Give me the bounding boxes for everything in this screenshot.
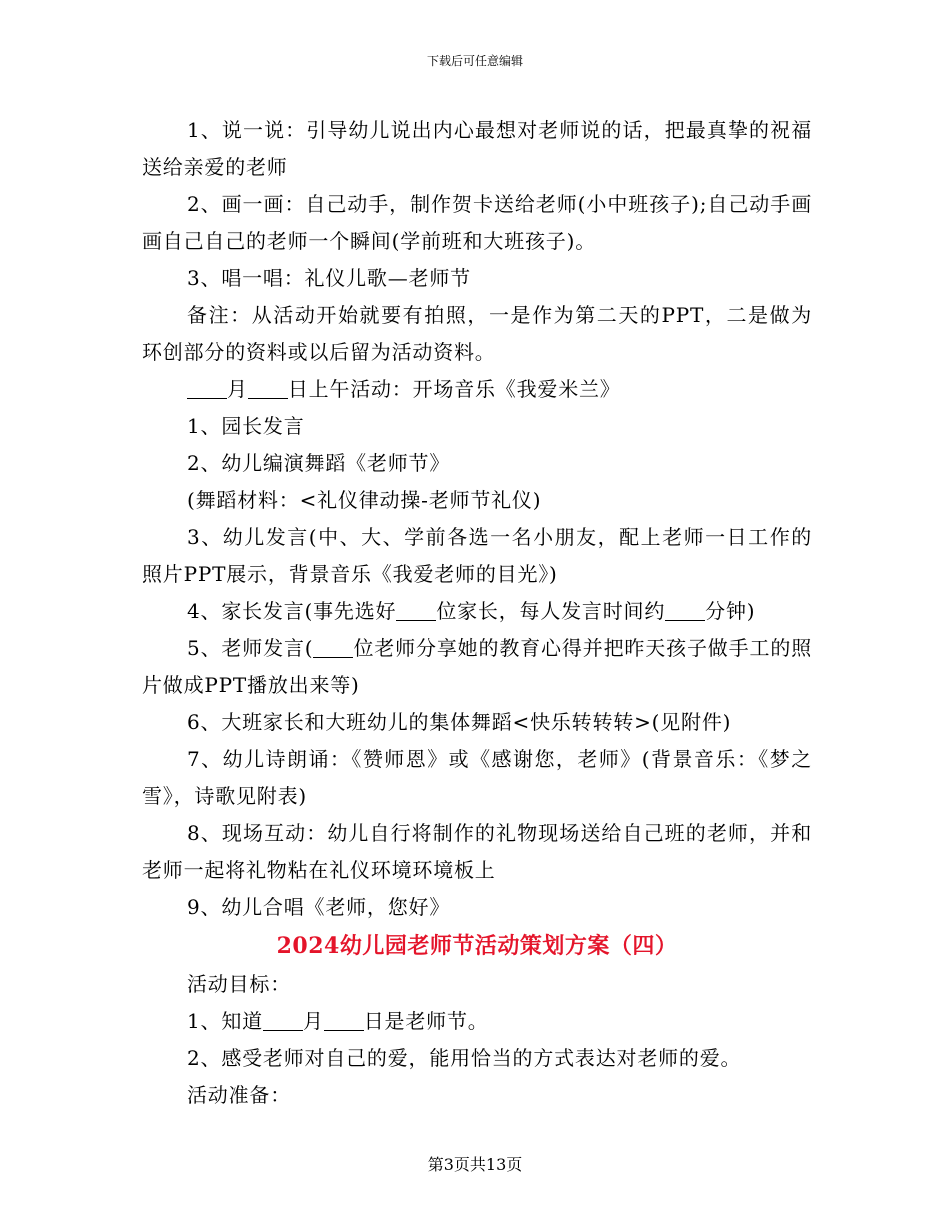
page-header: 下载后可任意编辑 — [426, 54, 523, 68]
item5-part2: 位老师分享她的教育心得并把昨天孩子做手工的照片做成PPT播放出来等) — [142, 636, 812, 697]
prep-heading: 活动准备： — [187, 1083, 291, 1107]
goal1-part2: 月 — [302, 1009, 324, 1033]
item4-part2: 位家长，每人发言时间约 — [436, 599, 666, 623]
schedule-month-label: 月 — [227, 377, 248, 401]
item-child-speech: 3、幼儿发言(中、大、学前各选一名小朋友，配上老师一日工作的照片PPT展示，背景音乐《我爱老师的目光》) — [142, 525, 812, 586]
goal1-part1: 1、知道 — [187, 1009, 263, 1033]
goal1-part3: 日是老师节。 — [363, 1009, 489, 1033]
item-parent-speech — [142, 593, 812, 630]
item-poem: 7、幼儿诗朗诵：《赞师恩》或《感谢您，老师》(背景音乐：《梦之雪》，诗歌见附表) — [142, 747, 812, 808]
item-group-dance: 6、大班家长和大班幼儿的集体舞蹈<快乐转转转>(见附件) — [187, 710, 732, 734]
item-principal-speech: 1、园长发言 — [187, 414, 305, 438]
paragraph-note: 备注：从活动开始就要有拍照，一是作为第二天的PPT，二是做为环创部分的资料或以后留为活动资料。 — [142, 303, 812, 364]
goal-2: 2、感受老师对自己的爱，能用恰当的方式表达对老师的爱。 — [187, 1046, 742, 1070]
schedule-day-label: 日上午活动：开场音乐《我爱米兰》 — [287, 377, 621, 401]
goal-1 — [142, 1003, 812, 1040]
blank-parent-count — [396, 602, 436, 621]
blank-minutes — [665, 602, 705, 621]
paragraph-say: 1、说一说：引导幼儿说出内心最想对老师说的话，把最真挚的祝福送给亲爱的老师 — [142, 118, 812, 179]
page-footer: 第3页共13页 — [427, 1155, 523, 1174]
item-dance-material: (舞蹈材料：<礼仪律动操-老师节礼仪) — [187, 488, 542, 512]
schedule-line — [142, 371, 812, 408]
item-interaction: 8、现场互动：幼儿自行将制作的礼物现场送给自己班的老师，并和老师一起将礼物粘在礼仪环境环境板上 — [142, 821, 812, 882]
item-chorus: 9、幼儿合唱《老师，您好》 — [187, 895, 451, 919]
blank-goal-month — [263, 1012, 303, 1031]
blank-teacher-count — [313, 639, 353, 658]
item-teacher-speech — [142, 630, 812, 704]
item5-part1: 5、老师发言( — [187, 636, 314, 660]
item4-part1: 4、家长发言(事先选好 — [187, 599, 397, 623]
document-body — [142, 112, 812, 1114]
goals-heading: 活动目标： — [187, 972, 291, 996]
blank-day — [248, 380, 288, 399]
item4-part3: 分钟) — [705, 599, 756, 623]
paragraph-sing: 3、唱一唱：礼仪儿歌—老师节 — [187, 266, 471, 290]
item-dance: 2、幼儿编演舞蹈《老师节》 — [187, 451, 451, 475]
blank-month — [187, 380, 227, 399]
blank-goal-day — [324, 1012, 364, 1031]
section-title: 2024幼儿园老师节活动策划方案（四） — [276, 933, 678, 959]
paragraph-draw: 2、画一画：自己动手，制作贺卡送给老师(小中班孩子);自己动手画画自己自己的老师一个瞬间(学前班和大班孩子)。 — [142, 192, 812, 253]
